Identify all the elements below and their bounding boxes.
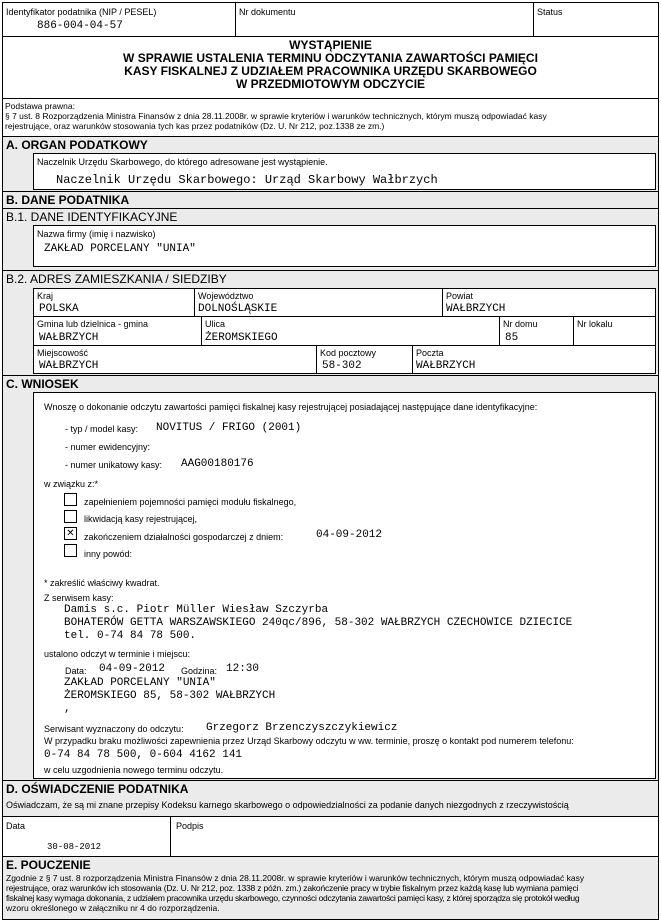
service-line-1: Damis s.c. Piotr Müller Wiesław Szczyrba	[64, 604, 329, 616]
tax-office-label: Naczelnik Urzędu Skarbowego, do którego adresowane jest wystąpienie.	[37, 157, 328, 167]
tax-form	[2, 2, 659, 920]
doc-number-label: Nr dokumentu	[239, 7, 296, 17]
request-box	[33, 392, 656, 779]
legal-basis-text-1: § 7 ust. 8 Rozporządzenia Ministra Finansów z dnia 28.11.2008r. w sprawie kryteriów i warunków technicznych, którym muszą odpowiadać kasy	[5, 111, 547, 121]
post-office-value: WAŁBRZYCH	[416, 360, 476, 372]
reason-other-label: inny powód:	[84, 549, 133, 559]
county-value: WAŁBRZYCH	[446, 303, 506, 315]
street-value: ŻEROMSKIEGO	[205, 332, 278, 344]
reading-date-value: 04-09-2012	[99, 663, 166, 675]
firm-name-label: Nazwa firmy (imię i nazwisko)	[37, 229, 156, 239]
postal-code-field[interactable]	[317, 346, 413, 373]
instruction-line-2: rejestrujące, oraz warunków ich stosowania (Dz. U. Nr 212, poz. 1338 z późn. zm.) zakończenie pracy w trybie fiskalnym przez każdą kasę lub wymiana pamięci	[6, 883, 579, 893]
section-a-title: A. ORGAN PODATKOWY	[6, 138, 148, 152]
request-intro: Wnoszę o dokonanie odczytu zawartości pamięci fiskalnej kasy rejestrującej posiadającej następujące dane identyfikacyjne:	[44, 402, 538, 412]
legal-basis-text-2: rejestrujące, oraz warunków stosowania tych kas przez podatników (Dz. U. Nr 212, poz.1338 ze zm.)	[5, 121, 385, 131]
reading-time-value: 12:30	[226, 663, 260, 675]
title-line-2: W SPRAWIE USTALENIA TERMINU ODCZYTANIA ZAWARTOŚCI PAMIĘCI	[123, 51, 538, 65]
postal-code-label: Kod pocztowy	[320, 348, 377, 358]
section-b	[3, 191, 658, 375]
checkbox-mark-icon: ✕	[66, 528, 75, 539]
reading-place-line-3: ,	[64, 703, 71, 715]
instruction-line-3: fiskalnej kasy wymaga dokonania, z udziałem pracownika urzędu skarbowego, czynności odczytania zawartości pamięci kasy, z której sporządza się protokół według	[6, 893, 580, 903]
municipality-field[interactable]	[34, 317, 202, 346]
instruction-line-4: wzoru określonego w załączniku nr 4 do rozporządzenia.	[6, 903, 220, 913]
post-office-field[interactable]	[413, 346, 655, 373]
city-label: Miejscowość	[37, 348, 89, 358]
document-title	[3, 39, 658, 91]
declaration-date-value: 30-08-2012	[47, 842, 102, 852]
street-label: Ulica	[205, 319, 226, 329]
house-number-field[interactable]	[500, 317, 574, 346]
signature-label: Podpis	[176, 821, 204, 831]
country-value: POLSKA	[39, 303, 79, 315]
municipality-label: Gmina lub dzielnica - gmina	[37, 319, 149, 329]
declaration-text: Oświadczam, że są mi znane przepisy Kodeksu karnego skarbowego o odpowiedzialności za podanie danych niezgodnych z rzeczywistością	[6, 800, 569, 810]
unique-number-value: AAG00180176	[181, 458, 254, 470]
service-line-2: BOHATERÓW GETTA WARSZAWSKIEGO 240qc/896, 58-302 WAŁBRZYCH CZECHOWICE DZIECICE	[64, 617, 573, 629]
signature-field[interactable]	[171, 817, 658, 857]
city-value: WAŁBRZYCH	[39, 360, 99, 372]
reason-label: w związku z:*	[44, 479, 99, 489]
divider	[3, 208, 658, 209]
county-label: Powiat	[446, 291, 474, 301]
contact-phone: 0-74 84 78 500, 0-604 4162 141	[44, 749, 243, 761]
apartment-number-field[interactable]	[574, 317, 655, 346]
section-c	[3, 375, 658, 780]
signature-row	[3, 816, 658, 857]
status-cell	[534, 3, 658, 37]
nip-label: Identyfikator podatnika (NIP / PESEL)	[6, 7, 157, 17]
province-label: Województwo	[198, 291, 254, 301]
status-label: Status	[537, 7, 563, 17]
municipality-value: WAŁBRZYCH	[39, 332, 99, 344]
instruction-line-1: Zgodnie z § 7 ust. 8 rozporządzenia Ministra Finansów z dnia 28.11.2008r. w sprawie kryteriów i warunków technicznych, którym muszą odpowiadać kasy	[6, 873, 585, 883]
title-line-3: KASY FISKALNEJ Z UDZIAŁEM PRACOWNIKA URZĘDU SKARBOWEGO	[124, 64, 537, 78]
new-date-note: w celu uzgodnienia nowego terminu odczytu.	[44, 765, 224, 775]
reason-memory-full-checkbox[interactable]	[64, 493, 77, 506]
section-d	[3, 780, 658, 856]
contact-note: W przypadku braku możliwości zapewnienia przez Urząd Skarbowy odczytu w ww. terminie, proszę o kontakt pod numerem telefonu:	[44, 736, 574, 746]
postal-code-value: 58-302	[322, 360, 362, 372]
street-field[interactable]	[202, 317, 500, 346]
title-line-1: WYSTĄPIENIE	[289, 38, 372, 52]
country-field[interactable]	[34, 289, 195, 317]
nip-value: 886-004-04-57	[37, 20, 123, 32]
reading-place-line-1: ZAKŁAD PORCELANY "UNIA"	[64, 677, 216, 689]
business-closure-date: 04-09-2012	[316, 529, 383, 541]
reason-liquidation-checkbox[interactable]	[64, 510, 77, 523]
service-line-3: tel. 0-74 84 78 500.	[64, 630, 197, 642]
country-label: Kraj	[37, 291, 54, 301]
section-c-title: C. WNIOSEK	[6, 377, 79, 391]
doc-number-cell	[236, 3, 534, 37]
house-number-label: Nr domu	[503, 319, 538, 329]
province-value: DOLNOŚLĄSKIE	[198, 303, 278, 315]
section-e-title: E. POUCZENIE	[6, 858, 91, 872]
reason-liquidation-label: likwidacją kasy rejestrującej,	[84, 514, 198, 524]
service-label: Z serwisem kasy:	[44, 593, 114, 603]
title-line-4: W PRZEDMIOTOWYM ODCZYCIE	[235, 77, 426, 91]
scheduled-label: ustalono odczyt w terminie i miejscu:	[44, 649, 191, 659]
cash-register-model-value: NOVITUS / FRIGO (2001)	[156, 422, 302, 434]
footnote: * zakreślić właściwy kwadrat.	[44, 578, 160, 588]
city-field[interactable]	[34, 346, 317, 373]
reading-date-label: Data:	[65, 666, 87, 676]
address-grid	[33, 288, 656, 374]
reason-other-checkbox[interactable]	[64, 544, 77, 557]
section-b1-title: B.1. DANE IDENTYFIKACYJNE	[6, 210, 178, 224]
province-field[interactable]	[195, 289, 443, 317]
reading-time-label: Godzina:	[181, 666, 218, 676]
technician-label: Serwisant wyznaczony do odczytu:	[44, 724, 184, 734]
section-b2-title: B.2. ADRES ZAMIESZKANIA / SIEDZIBY	[6, 272, 227, 286]
legal-basis	[3, 98, 658, 136]
divider	[3, 270, 658, 271]
legal-basis-label: Podstawa prawna:	[5, 101, 75, 111]
declaration-date-label: Data	[6, 821, 26, 831]
registration-number-label: - numer ewidencyjny:	[65, 442, 151, 452]
firm-name-field[interactable]	[33, 225, 656, 267]
section-b-title: B. DANE PODATNIKA	[6, 193, 130, 207]
declaration-date-field[interactable]	[3, 817, 171, 857]
section-e	[3, 856, 658, 919]
section-d-title: D. OŚWIADCZENIE PODATNIKA	[6, 782, 189, 796]
reason-business-closure-checkbox[interactable]	[64, 527, 77, 540]
reason-business-closure-label: zakończeniem działalności gospodarczej z dniem:	[84, 532, 284, 542]
house-number-value: 85	[505, 332, 519, 344]
county-field[interactable]	[443, 289, 655, 317]
reason-memory-full-label: zapełnieniem pojemności pamięci modułu fiskalnego,	[84, 497, 297, 507]
section-a	[3, 136, 658, 191]
reading-place-line-2: ŻEROMSKIEGO 85, 58-302 WAŁBRZYCH	[64, 690, 276, 702]
nip-cell	[3, 3, 236, 37]
tax-office-value: Naczelnik Urzędu Skarbowego: Urząd Skarbowy Wałbrzych	[56, 173, 438, 187]
cash-register-model-label: - typ / model kasy:	[65, 424, 139, 434]
apartment-number-label: Nr lokalu	[577, 319, 613, 329]
unique-number-label: - numer unikatowy kasy:	[65, 460, 163, 470]
firm-name-value: ZAKŁAD PORCELANY "UNIA"	[44, 243, 196, 255]
technician-value: Grzegorz Brzenczyszczykiewicz	[206, 722, 398, 734]
tax-office-field[interactable]	[33, 153, 656, 190]
post-office-label: Poczta	[416, 348, 444, 358]
